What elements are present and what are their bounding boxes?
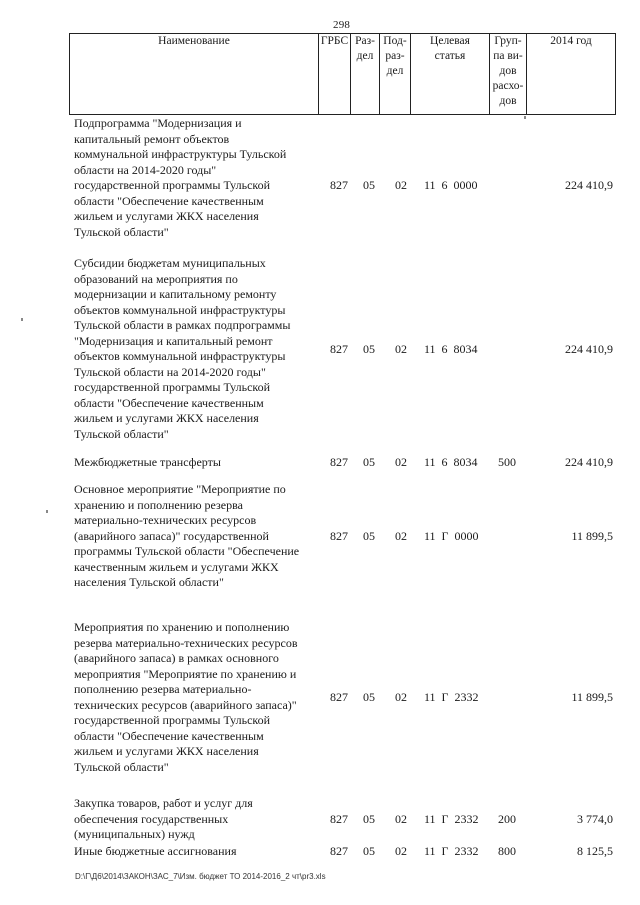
row-target: 11 6 0000: [424, 178, 478, 192]
row-target: 11 Г 0000: [424, 529, 479, 543]
row-amount: 224 410,9: [565, 342, 613, 356]
row-podrazdel: 02: [395, 812, 407, 826]
row-grbs: 827: [330, 844, 348, 858]
row-group: 800: [498, 844, 516, 858]
row-grbs: 827: [330, 455, 348, 469]
header-name: Наименование: [158, 35, 230, 47]
scan-mark: [524, 116, 526, 119]
row-amount: 11 899,5: [571, 690, 613, 704]
row-name: Подпрограмма "Модернизация и капитальный ремонт объектов коммунальной инфраструктуры Тульской области на 2014-2020 годы" государственной программы Тульской области "Обеспечение качественным жильем и услугами ЖКХ населения Тульской области": [74, 116, 287, 239]
row-target: 11 6 8034: [424, 455, 478, 469]
row-grbs: 827: [330, 690, 348, 704]
row-podrazdel: 02: [395, 178, 407, 192]
row-razdel: 05: [363, 529, 375, 543]
footer-file-path: D:\Г\Д6\2014\ЗАКОН\ЗАС_7\Изм. бюджет ТО 2014-2016_2 чт\pr3.xls: [75, 872, 326, 881]
row-target: 11 Г 2332: [424, 844, 479, 858]
row-grbs: 827: [330, 178, 348, 192]
row-podrazdel: 02: [395, 690, 407, 704]
row-name: Мероприятия по хранению и пополнению резерва материально-технических ресурсов (аварийного запаса) в рамках основного мероприятия "Мероприятие по хранению и пополнению резерва материально- технических ресурсов (аварийного запаса)" государственной программы Тульской области "Обеспечение качественным жильем и услугами ЖКХ населения Тульской области": [74, 620, 298, 774]
header-grbs: ГРБС: [320, 35, 349, 47]
row-podrazdel: 02: [395, 455, 407, 469]
row-target: 11 Г 2332: [424, 812, 479, 826]
row-grbs: 827: [330, 342, 348, 356]
row-name: Основное мероприятие "Мероприятие по хранению и пополнению резерва материально-технических ресурсов (аварийного запаса)" государственной программы Тульской области "Обеспечение качественным жильем и услугами ЖКХ населения Тульской области": [74, 482, 300, 589]
row-name: Межбюджетные трансферты: [74, 455, 221, 469]
row-podrazdel: 02: [395, 529, 407, 543]
row-amount: 3 774,0: [577, 812, 613, 826]
header-target: Целевая статья: [430, 35, 470, 62]
row-grbs: 827: [330, 529, 348, 543]
header-group: Груп- па ви- дов расхо- дов: [492, 35, 524, 107]
row-razdel: 05: [363, 690, 375, 704]
row-target: 11 Г 2332: [424, 690, 479, 704]
row-group: 500: [498, 455, 516, 469]
row-razdel: 05: [363, 178, 375, 192]
row-amount: 224 410,9: [565, 178, 613, 192]
header-podrazdel: Под- раз- дел: [383, 35, 407, 77]
row-name: Иные бюджетные ассигнования: [74, 844, 237, 858]
row-podrazdel: 02: [395, 342, 407, 356]
row-group: 200: [498, 812, 516, 826]
header-year: 2014 год: [550, 35, 592, 47]
row-razdel: 05: [363, 844, 375, 858]
header-razdel: Раз- дел: [355, 35, 375, 62]
row-razdel: 05: [363, 455, 375, 469]
row-amount: 224 410,9: [565, 455, 613, 469]
row-razdel: 05: [363, 342, 375, 356]
row-razdel: 05: [363, 812, 375, 826]
scan-mark: [46, 510, 48, 513]
row-amount: 8 125,5: [577, 844, 613, 858]
row-name: Субсидии бюджетам муниципальных образований на мероприятия по модернизации и капитальному ремонту объектов коммунальной инфраструктуры Тульской области в рамках подпрограммы "Модернизация и капитальный ремонт объектов коммунальной инфраструктуры Тульской области на 2014-2020 годы" государственной программы Тульской области "Обеспечение качественным жильем и услугами ЖКХ населения Тульской области": [74, 256, 291, 441]
row-grbs: 827: [330, 812, 348, 826]
row-amount: 11 899,5: [571, 529, 613, 543]
row-name: Закупка товаров, работ и услуг для обеспечения государственных (муниципальных) нужд: [74, 796, 253, 841]
page-number: 298: [333, 19, 351, 31]
row-podrazdel: 02: [395, 844, 407, 858]
scan-mark: [21, 318, 23, 321]
row-target: 11 6 8034: [424, 342, 478, 356]
table-header: [69, 33, 616, 115]
